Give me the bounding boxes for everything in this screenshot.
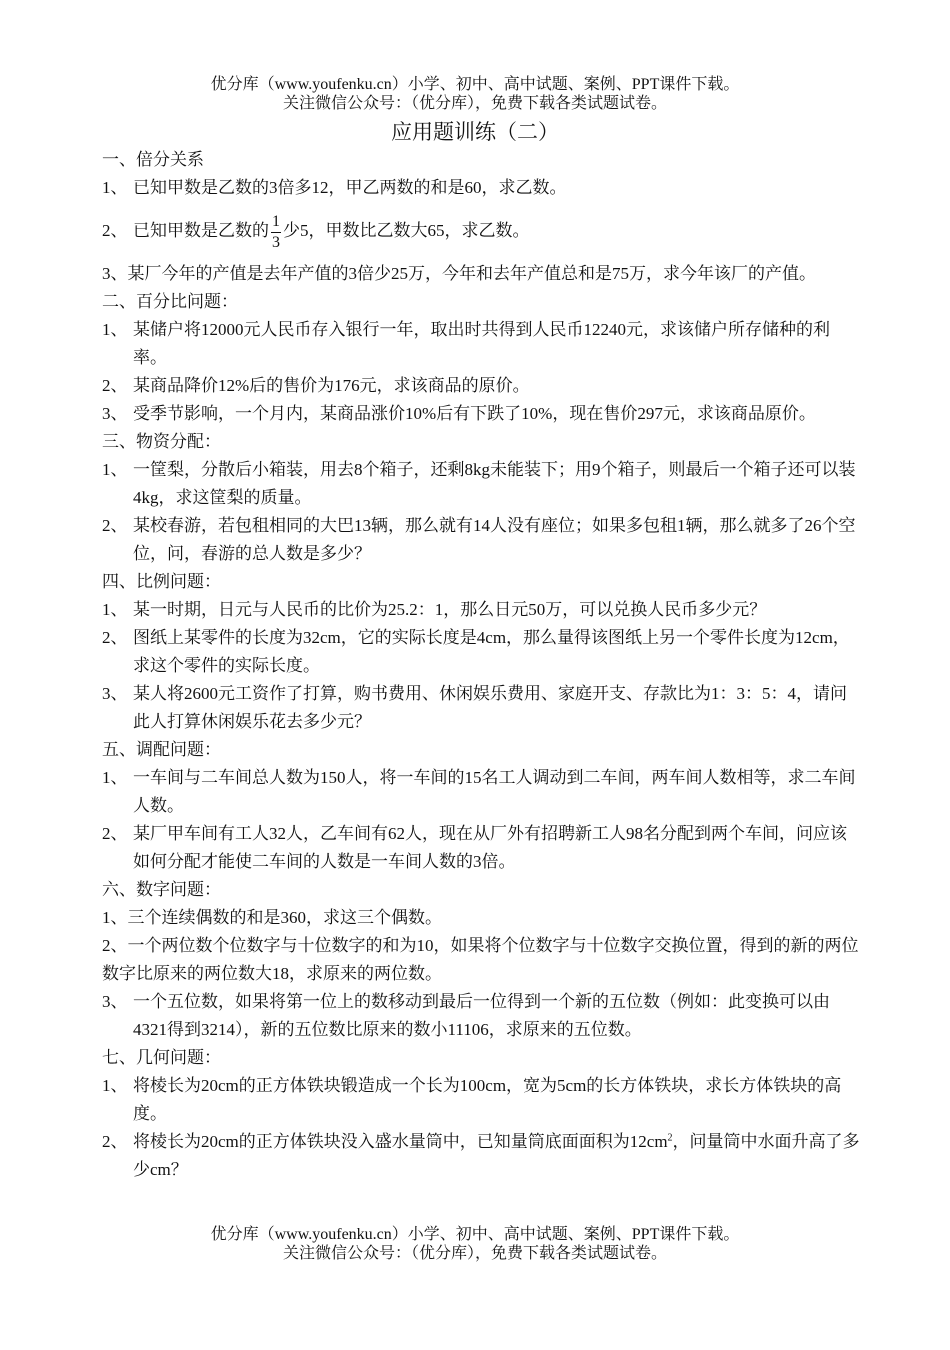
question-text: 已知甲数是乙数的3倍多12，甲乙两数的和是60，求乙数。 — [133, 178, 567, 197]
section-heading: 七、几何问题： — [102, 1048, 221, 1067]
question-list — [102, 146, 862, 1184]
question-text: 某一时期，日元与人民币的比价为25.2：1，那么日元50万，可以兑换人民币多少元？ — [133, 600, 767, 619]
page-title: 应用题训练（二） — [391, 120, 559, 144]
question-text-after-superscript: ，问量筒中水面升高了多少cm？ — [133, 1132, 860, 1179]
question-text: 一筐梨，分散后小箱装，用去8个箱子，还剩8kg未能装下；用9个箱子，则最后一个箱子还可以装4kg，求这筐梨的质量。 — [133, 460, 856, 507]
question-text-before-superscript: 将棱长为20cm的正方体铁块没入盛水量筒中，已知量筒底面面积为12cm — [133, 1132, 668, 1151]
page-header — [0, 75, 950, 113]
question-text: 一个五位数，如果将第一位上的数移动到最后一位得到一个新的五位数（例如：此变换可以由4321得到3214），新的五位数比原来的数小11106，求原来的五位数。 — [133, 992, 830, 1039]
question-number: 1、 — [102, 320, 128, 339]
question-item — [102, 820, 862, 876]
question-number: 1、 — [102, 460, 128, 479]
question-number: 1、 — [102, 600, 128, 619]
question-number: 2、 — [102, 221, 128, 240]
question-text-after-fraction: 少5，甲数比乙数大65，求乙数。 — [283, 221, 530, 240]
question-item — [102, 680, 862, 736]
section-heading: 四、比例问题： — [102, 572, 221, 591]
section-heading: 五、调配问题： — [102, 740, 221, 759]
question-number: 1、 — [102, 178, 128, 197]
question-number: 3、 — [102, 404, 128, 423]
question-item — [102, 400, 862, 428]
question-text: 一车间与二车间总人数为150人，将一车间的15名工人调动到二车间，两车间人数相等，求二车间人数。 — [133, 768, 856, 815]
question-item — [102, 624, 862, 680]
question-number: 2、 — [102, 516, 128, 535]
question-item — [102, 764, 862, 820]
section-heading: 六、数字问题： — [102, 880, 221, 899]
fraction-denominator: 3 — [272, 233, 280, 251]
footer-line-1: 优分库（www.youfenku.cn）小学、初中、高中试题、案例、PPT课件下载。 — [210, 1226, 740, 1243]
question-text-before-fraction: 已知甲数是乙数的 — [133, 221, 269, 240]
question-number: 2、 — [102, 824, 128, 843]
question-text: 某人将2600元工资作了打算，购书费用、休闲娱乐费用、家庭开支、存款比为1：3：5：4，请问此人打算休闲娱乐花去多少元？ — [133, 684, 847, 731]
question-item — [102, 596, 862, 624]
question-item — [102, 456, 862, 512]
header-line-1: 优分库（www.youfenku.cn）小学、初中、高中试题、案例、PPT课件下载。 — [210, 76, 740, 93]
question-item — [102, 174, 862, 202]
question-number: 1、 — [102, 768, 128, 787]
question-text: 某校春游，若包租相同的大巴13辆，那么就有14人没有座位；如果多包租1辆，那么就多了26个空位，问，春游的总人数是多少？ — [133, 516, 856, 563]
question-number: 2、 — [102, 1132, 128, 1151]
question-text: 受季节影响，一个月内，某商品涨价10%后有下跌了10%，现在售价297元，求该商品原价。 — [133, 404, 816, 423]
question-text: 某储户将12000元人民币存入银行一年，取出时共得到人民币12240元，求该储户所存储种的利率。 — [133, 320, 830, 367]
question-item — [102, 372, 862, 400]
question-number: 1、 — [102, 1076, 128, 1095]
question-item — [102, 512, 862, 568]
superscript: 2 — [667, 1132, 673, 1144]
question-item — [102, 988, 862, 1044]
fraction-numerator: 1 — [271, 212, 281, 233]
question-text — [133, 202, 862, 260]
question-item — [102, 1072, 862, 1128]
question-text: 将棱长为20cm的正方体铁块锻造成一个长为100cm，宽为5cm的长方体铁块，求长方体铁块的高度。 — [133, 1076, 842, 1123]
footer-line-2: 关注微信公众号：（优分库），免费下载各类试题试卷。 — [282, 1245, 667, 1262]
header-line-2: 关注微信公众号：（优分库），免费下载各类试题试卷。 — [282, 95, 667, 112]
question-text: 3、某厂今年的产值是去年产值的3倍少25万，今年和去年产值总和是75万，求今年该厂的产值。 — [102, 264, 816, 283]
question-text: 某商品降价12%后的售价为176元，求该商品的原价。 — [133, 376, 530, 395]
section-heading: 一、倍分关系 — [102, 150, 204, 169]
question-text: 1、三个连续偶数的和是360，求这三个偶数。 — [102, 908, 442, 927]
question-text: 2、一个两位数个位数字与十位数字的和为10，如果将个位数字与十位数字交换位置，得到的新的两位数字比原来的两位数大18，求原来的两位数。 — [102, 936, 859, 983]
question-item — [102, 316, 862, 372]
section-heading: 三、物资分配： — [102, 432, 221, 451]
question-item — [102, 202, 862, 260]
question-text: 某厂甲车间有工人32人，乙车间有62人，现在从厂外有招聘新工人98名分配到两个车间，问应该如何分配才能使二车间的人数是一车间人数的3倍。 — [133, 824, 847, 871]
question-item — [102, 1128, 862, 1184]
question-number: 2、 — [102, 376, 128, 395]
section-heading: 二、百分比问题： — [102, 292, 238, 311]
question-number: 3、 — [102, 992, 128, 1011]
question-text: 图纸上某零件的长度为32cm，它的实际长度是4cm，那么量得该图纸上另一个零件长度为12cm，求这个零件的实际长度。 — [133, 628, 850, 675]
question-text — [133, 1128, 862, 1184]
question-number: 3、 — [102, 684, 128, 703]
fraction — [271, 212, 281, 253]
page-footer — [0, 1225, 950, 1263]
question-number: 2、 — [102, 628, 128, 647]
